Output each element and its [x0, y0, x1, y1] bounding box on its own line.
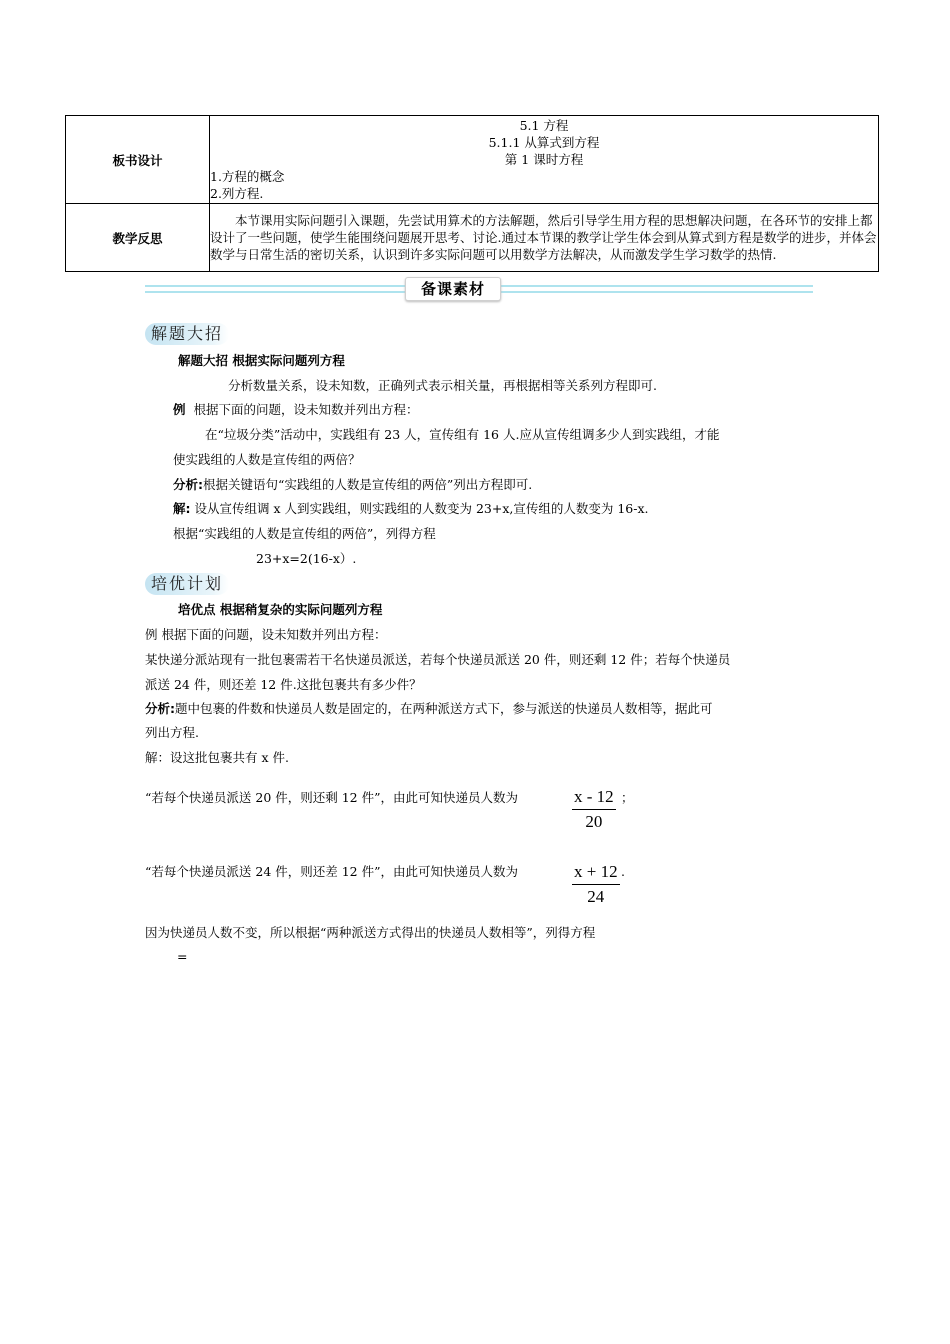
case2-text: “若每个快递员派送 24 件，则还差 12 件”，由此可知快递员人数为 — [145, 864, 518, 879]
section2-problem-line2: 派送 24 件，则还差 12 件.这批包裹共有多少件？ — [145, 677, 422, 692]
board-line-4: 1.方程的概念 — [210, 169, 285, 184]
section2-analysis-label: 分析: — [145, 701, 175, 716]
section2-analysis-line2: 列出方程. — [145, 725, 199, 740]
table-row-reflection — [66, 204, 879, 272]
fraction-case2-numerator: x + 12 — [572, 861, 620, 885]
table-row-board-design — [66, 116, 879, 204]
section2-solution: 解：设这批包裹共有 x 件. — [145, 750, 289, 765]
section1-method: 分析数量关系，设未知数，正确列式表示相关量，再根据相等关系列方程即可. — [228, 378, 657, 393]
lesson-plan-table — [65, 115, 879, 272]
section2-analysis-text: 题中包裹的件数和快递员人数是固定的，在两种派送方式下，参与派送的快递员人数相等，据此可 — [175, 701, 713, 716]
board-design-label: 板书设计 — [66, 116, 210, 204]
board-design-content — [210, 116, 879, 204]
board-line-5: 2.列方程. — [210, 186, 264, 201]
section2-conclusion: 因为快递员人数不变，所以根据“两种派送方式得出的快递员人数相等”，列得方程 — [145, 925, 596, 940]
section1-according: 根据“实践组的人数是宣传组的两倍”，列得方程 — [173, 526, 436, 541]
case1-text: “若每个快递员派送 20 件，则还剩 12 件”，由此可知快递员人数为 — [145, 790, 518, 805]
fraction-case2-denominator: 24 — [587, 887, 605, 906]
section1-example — [173, 401, 418, 419]
section1-problem-line1: 在“垃圾分类”活动中，实践组有 23 人，宣传组有 16 人.应从宣传组调多少人到实践组，才能 — [205, 427, 720, 442]
section1-equation: 23+x=2(16-x）. — [256, 551, 357, 566]
board-line-1: 5.1 方程 — [519, 118, 569, 133]
section2-heading: 培优点 根据稍复杂的实际问题列方程 — [178, 602, 383, 617]
banner-title: 备课素材 — [405, 277, 501, 301]
board-line-3: 第 1 课时方程 — [504, 152, 584, 167]
solution-label: 解: — [173, 501, 191, 516]
solution-text: 设从宣传组调 x 人到实践组，则实践组的人数变为 23+x,宣传组的人数变为 16-x. — [194, 501, 649, 516]
section2-equals: = — [177, 949, 188, 964]
reflection-label: 教学反思 — [66, 204, 210, 272]
analysis-text: 根据关键语句“实践组的人数是宣传组的两倍”列出方程即可. — [203, 477, 533, 492]
analysis-label: 分析: — [173, 477, 203, 492]
fraction-case2 — [572, 861, 620, 909]
section1-heading: 解题大招 根据实际问题列方程 — [178, 353, 345, 368]
fraction-case1-denominator: 20 — [585, 812, 603, 831]
section-tag-advanced: 培优计划 — [145, 573, 229, 595]
section-banner — [145, 277, 813, 301]
fraction-case1 — [572, 786, 616, 834]
case2-end: . — [621, 864, 625, 879]
section1-analysis — [173, 476, 532, 494]
section2-example: 例 根据下面的问题，设未知数并列出方程： — [145, 627, 387, 642]
section2-problem-line1: 某快递分派站现有一批包裹需若干名快递员派送，若每个快递员派送 20 件，则还剩 12 件；若每个快递员 — [145, 652, 731, 667]
example-label: 例 — [173, 402, 186, 417]
case1-end: ； — [621, 790, 634, 805]
section2-analysis-line1 — [145, 700, 713, 718]
section1-solution — [173, 500, 648, 518]
section-tag-tips: 解题大招 — [145, 323, 229, 345]
board-line-2: 5.1.1 从算式到方程 — [488, 135, 600, 150]
fraction-case1-numerator: x - 12 — [572, 786, 616, 810]
reflection-text: 本节课用实际问题引入课题，先尝试用算术的方法解题，然后引导学生用方程的思想解决问题，在各环节的安排上都设计了一些问题，使学生能围绕问题展开思考、讨论.通过本节课的教学让学生体会到从算式到方程是数学的进步，并体会数学与日常生活的密切关系，认识到许多实际问题可以用数学方法解决，从而激发学生学习数学的热情. — [210, 204, 879, 272]
example-intro: 根据下面的问题，设未知数并列出方程： — [193, 402, 419, 417]
section1-problem-line2: 使实践组的人数是宣传组的两倍？ — [173, 452, 361, 467]
